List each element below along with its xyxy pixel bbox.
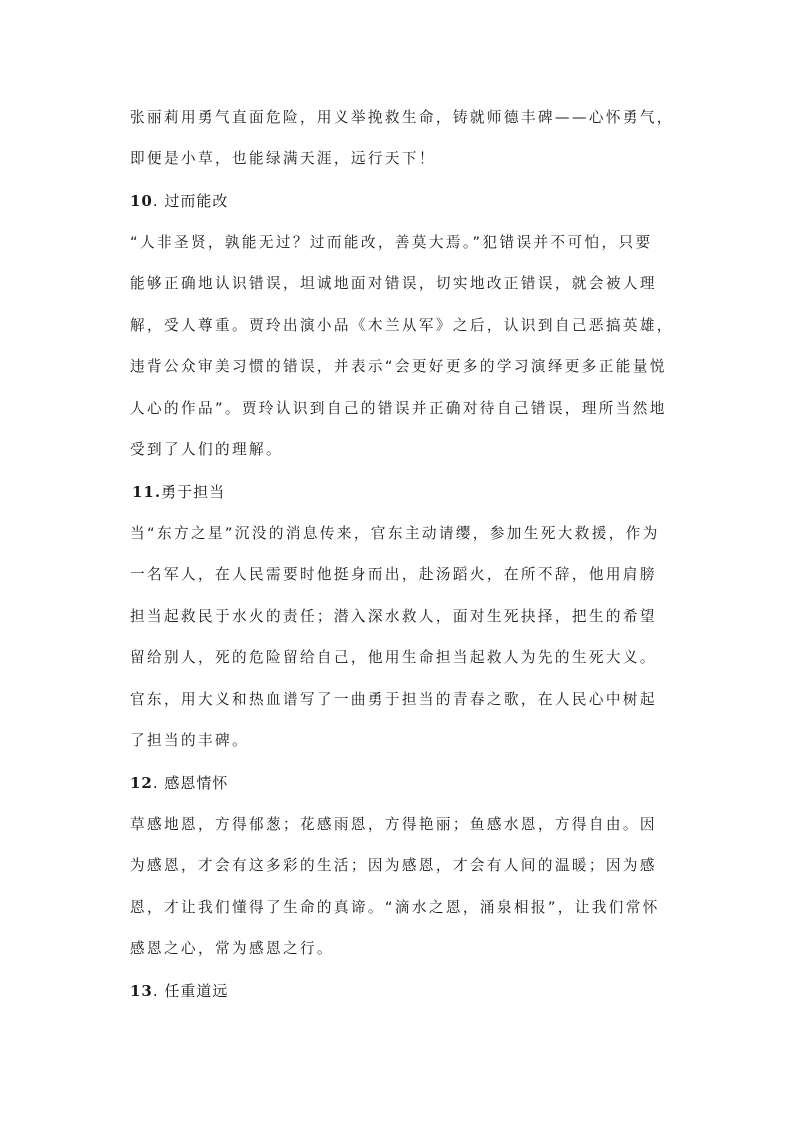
section-number: 13	[130, 982, 153, 1000]
paragraph-line: 一名军人，在人民需要时他挺身而出，赴汤蹈火，在所不辞，他用肩膀	[130, 566, 657, 583]
section-title: 勇于担当	[161, 483, 226, 501]
paragraph-line: 人心的作品”。贾玲认识到自己的错误并正确对待自己错误，理所当然地	[130, 400, 667, 417]
paragraph-line: 违背公众审美习惯的错误，并表示“会更好更多的学习演绎更多正能量悦	[130, 358, 667, 375]
paragraph-line: 解，受人尊重。贾玲出演小品《木兰从军》之后，认识到自己恶搞英雄，	[130, 317, 674, 334]
paragraph-line: 为感恩，才会有这多彩的生活；因为感恩，才会有人间的温暖；因为感	[130, 857, 657, 874]
section-separator: .	[152, 192, 165, 210]
paragraph-line: 了担当的丰碑。	[130, 732, 249, 749]
section-title: 任重道远	[164, 982, 229, 1000]
paragraph-line: 草感地恩，方得郁葱；花感雨恩，方得艳丽；鱼感水恩，方得自由。因	[130, 816, 657, 833]
paragraph-line: 当“东方之星”沉没的消息传来，官东主动请缨，参加生死大救援，作为	[130, 525, 660, 542]
section-number: 11	[132, 483, 155, 501]
paragraph-line: 受到了人们的理解。	[130, 441, 283, 458]
paragraph-line: 即便是小草，也能绿满天涯，远行天下！	[130, 150, 436, 167]
paragraph-line: 感恩之心，常为感恩之行。	[130, 940, 334, 957]
paragraph-line: 能够正确地认识错误，坦诚地面对错误，切实地改正错误，就会被人理	[130, 275, 657, 292]
section-title: 感恩情怀	[164, 774, 229, 792]
section-separator: .	[152, 774, 165, 792]
section-number: 12	[130, 774, 153, 792]
section-heading	[130, 191, 228, 211]
section-number: 10	[130, 192, 153, 210]
section-title: 过而能改	[164, 192, 229, 210]
paragraph-line: “人非圣贤，孰能无过？过而能改，善莫大焉。”犯错误并不可怕，只要	[130, 234, 653, 251]
paragraph-line: 恩，才让我们懂得了生命的真谛。“滴水之恩，涌泉相报”，让我们常怀	[130, 899, 660, 916]
section-separator: .	[154, 483, 162, 501]
paragraph-line: 张丽莉用勇气直面危险，用义举挽救生命，铸就师德丰碑——心怀勇气，	[130, 109, 674, 126]
section-heading	[130, 981, 228, 1001]
paragraph-line: 官东，用大义和热血谱写了一曲勇于担当的青春之歌，在人民心中树起	[130, 691, 657, 708]
section-separator: .	[152, 982, 165, 1000]
paragraph-line: 留给别人，死的危险留给自己，他用生命担当起救人为先的生死大义。	[130, 649, 657, 666]
section-heading	[130, 773, 228, 793]
paragraph-line: 担当起救民于水火的责任；潜入深水救人，面对生死抉择，把生的希望	[130, 608, 657, 625]
section-heading	[132, 482, 225, 502]
